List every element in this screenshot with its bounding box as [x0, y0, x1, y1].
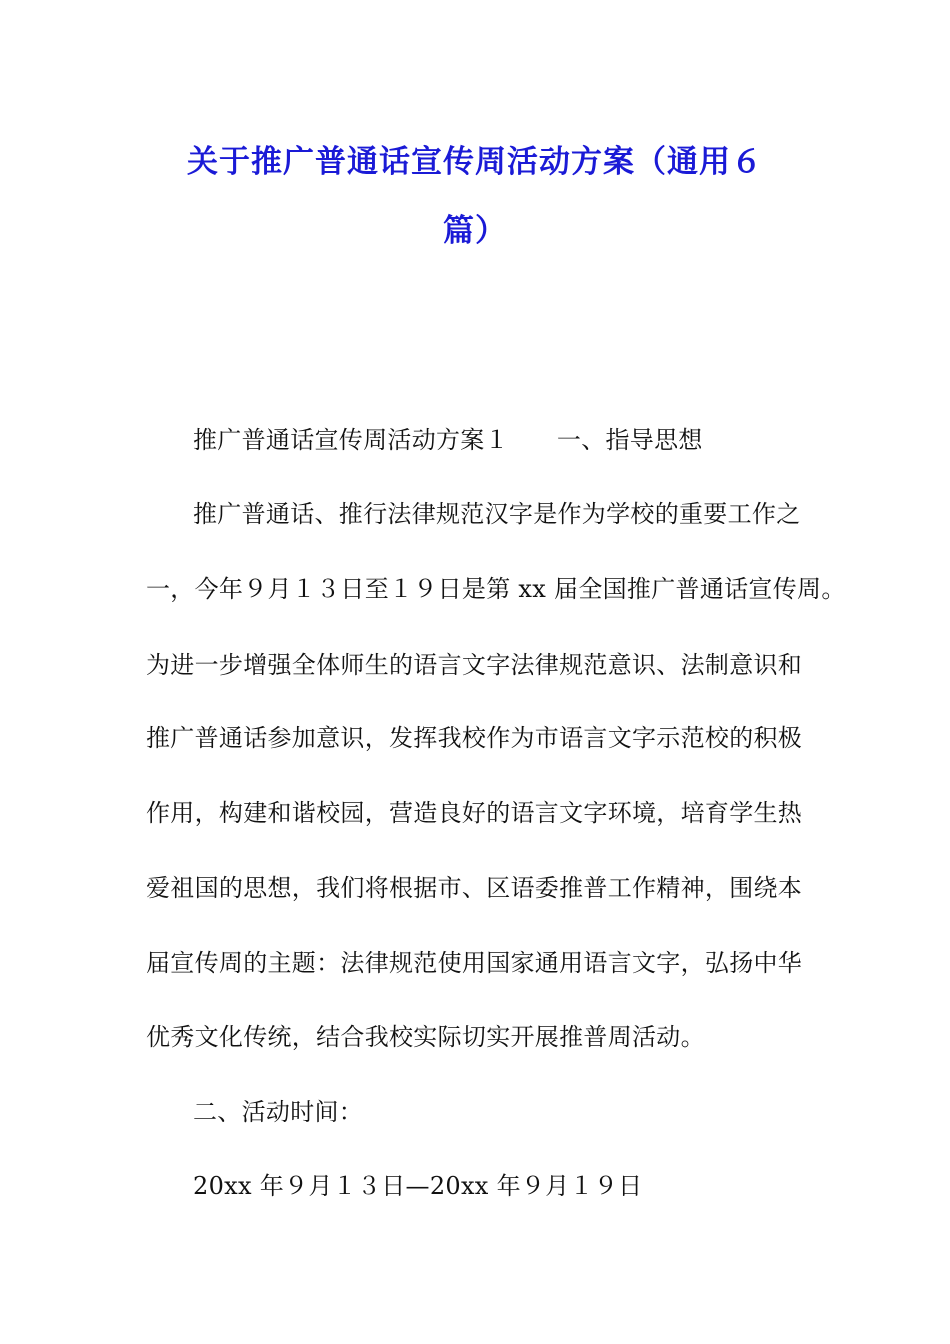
- paragraph-line: 为进一步增强全体师生的语言文字法律规范意识、法制意识和: [146, 651, 803, 679]
- activity-time-range: 20xx 年９月１３日—20xx 年９月１９日: [193, 1172, 643, 1200]
- paragraph-line: 作用，构建和谐校园，营造良好的语言文字环境，培育学生热: [146, 799, 803, 827]
- document-title-line-2: 篇）: [443, 213, 507, 249]
- paragraph-line: 爱祖国的思想，我们将根据市、区语委推普工作精神，围绕本: [146, 874, 803, 902]
- paragraph-line: 届宣传周的主题：法律规范使用国家通用语言文字，弘扬中华: [146, 949, 803, 977]
- section-2-heading: 二、活动时间：: [193, 1098, 364, 1126]
- paragraph-line: 推广普通话参加意识，发挥我校作为市语言文字示范校的积极: [146, 724, 803, 752]
- paragraph-line: 推广普通话、推行法律规范汉字是作为学校的重要工作之: [193, 500, 801, 528]
- paragraph-line: 优秀文化传统，结合我校实际切实开展推普周活动。: [146, 1023, 705, 1051]
- paragraph-line: 一，今年９月１３日至１９日是第 xx 届全国推广普通话宣传周。: [146, 575, 846, 603]
- plan-heading: 推广普通话宣传周活动方案１: [193, 426, 509, 454]
- section-heading-row: [193, 420, 853, 455]
- section-1-heading: 一、指导思想: [556, 426, 703, 454]
- document-title-line-1: 关于推广普通话宣传周活动方案（通用６: [187, 144, 763, 180]
